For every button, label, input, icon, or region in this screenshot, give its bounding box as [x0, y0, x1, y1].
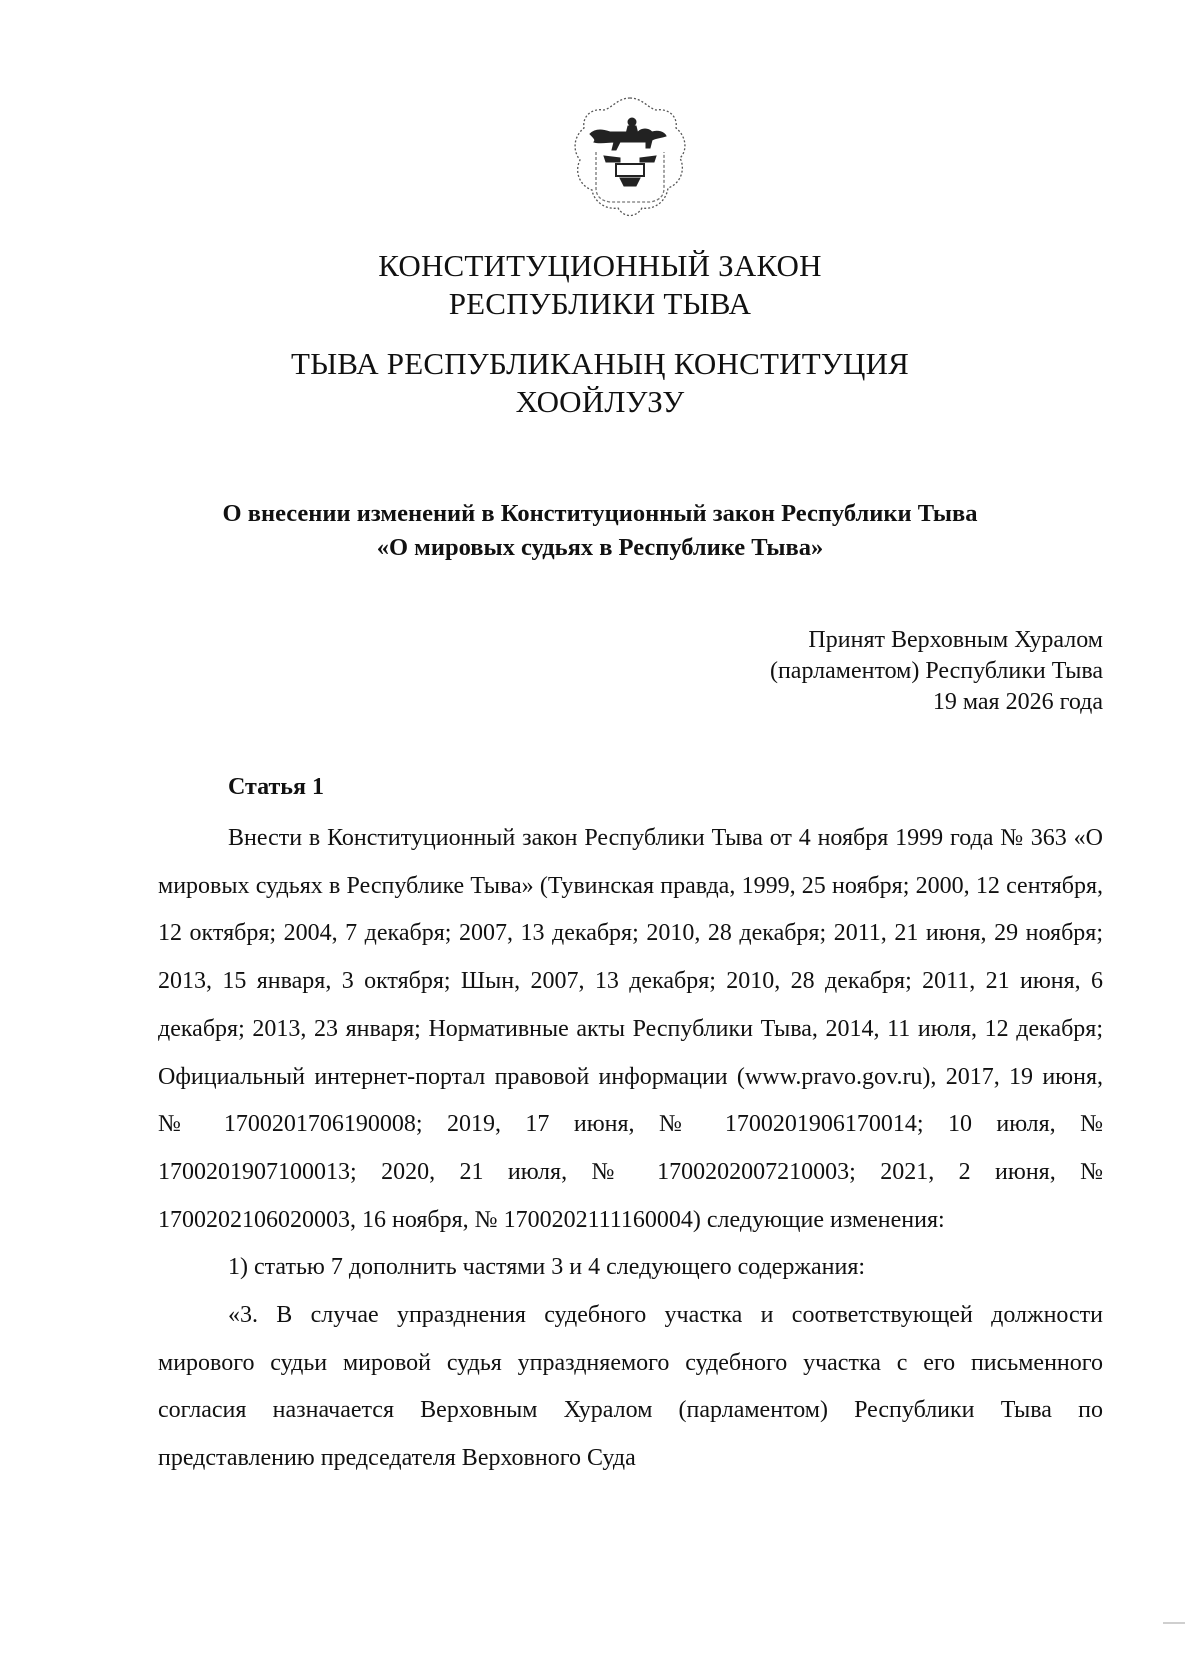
article-heading: Статья 1	[228, 774, 324, 800]
law-title-russian	[0, 247, 1200, 323]
article-paragraph: Внести в Конституционный закон Республики Тыва от 4 ноября 1999 года № 363 «О мировых судьях в Республике Тыва» (Тувинская правда, 1999, 25 ноября; 2000, 12 сентября, 12 октября; 2004, 7 декабря; 2007, 13 декабря; 2010, 28 декабря; 2011, 21 июня, 29 ноября; 2013, 15 января, 3 октября; Шын, 2007, 13 декабря; 2010, 28 декабря; 2011, 21 июня, 6 декабря; 2013, 23 января; Нормативные акты Республики Тыва, 2014, 11 июля, 12 декабря; Официальный интернет-портал правовой информации (www.pravo.gov.ru), 2017, 19 июня, № 1700201706190008; 2019, 17 июня, № 1700201906170014; 10 июля, № 1700201907100013; 2020, 21 июля, № 1700202007210003; 2021, 2 июня, № 1700202106020003, 16 ноября, № 1700202111160004) следующие изменения:	[158, 825, 1103, 1233]
law-subject-line1: О внесении изменений в Конституционный закон Республики Тыва	[222, 500, 978, 527]
adoption-note	[770, 625, 1103, 718]
article-paragraph: 1) статью 7 дополнить частями 3 и 4 следующего содержания:	[228, 1254, 866, 1281]
law-subject	[0, 497, 1200, 565]
adoption-line1: Принят Верховным Хуралом	[808, 627, 1103, 653]
scan-artefact	[1163, 1622, 1185, 1624]
article-body	[158, 815, 1103, 1483]
law-subject-line2: «О мировых судьях в Республике Тыва»	[376, 534, 824, 561]
law-title-tv-line2: ХООЙЛУЗУ	[515, 384, 685, 419]
law-title-ru-line2: РЕСПУБЛИКИ ТЫВА	[448, 286, 752, 321]
law-title-tuvan	[0, 345, 1200, 421]
tuva-coat-of-arms-icon	[560, 92, 700, 227]
article-paragraph: «3. В случае упразднения судебного участка и соответствующей должности мирового судьи мировой судья упраздняемого судебного участка с его письменного согласия назначается Верховным Хуралом (парламентом) Республики Тыва по представлению председателя Верховного Суда	[158, 1302, 1103, 1472]
law-title-tv-line1: ТЫВА РЕСПУБЛИКАНЫҢ КОНСТИТУЦИЯ	[290, 346, 910, 381]
adoption-line2: (парламентом) Республики Тыва	[769, 658, 1103, 684]
adoption-date: 19 мая 2026 года	[932, 689, 1103, 715]
law-title-ru-line1: КОНСТИТУЦИОННЫЙ ЗАКОН	[378, 248, 822, 283]
